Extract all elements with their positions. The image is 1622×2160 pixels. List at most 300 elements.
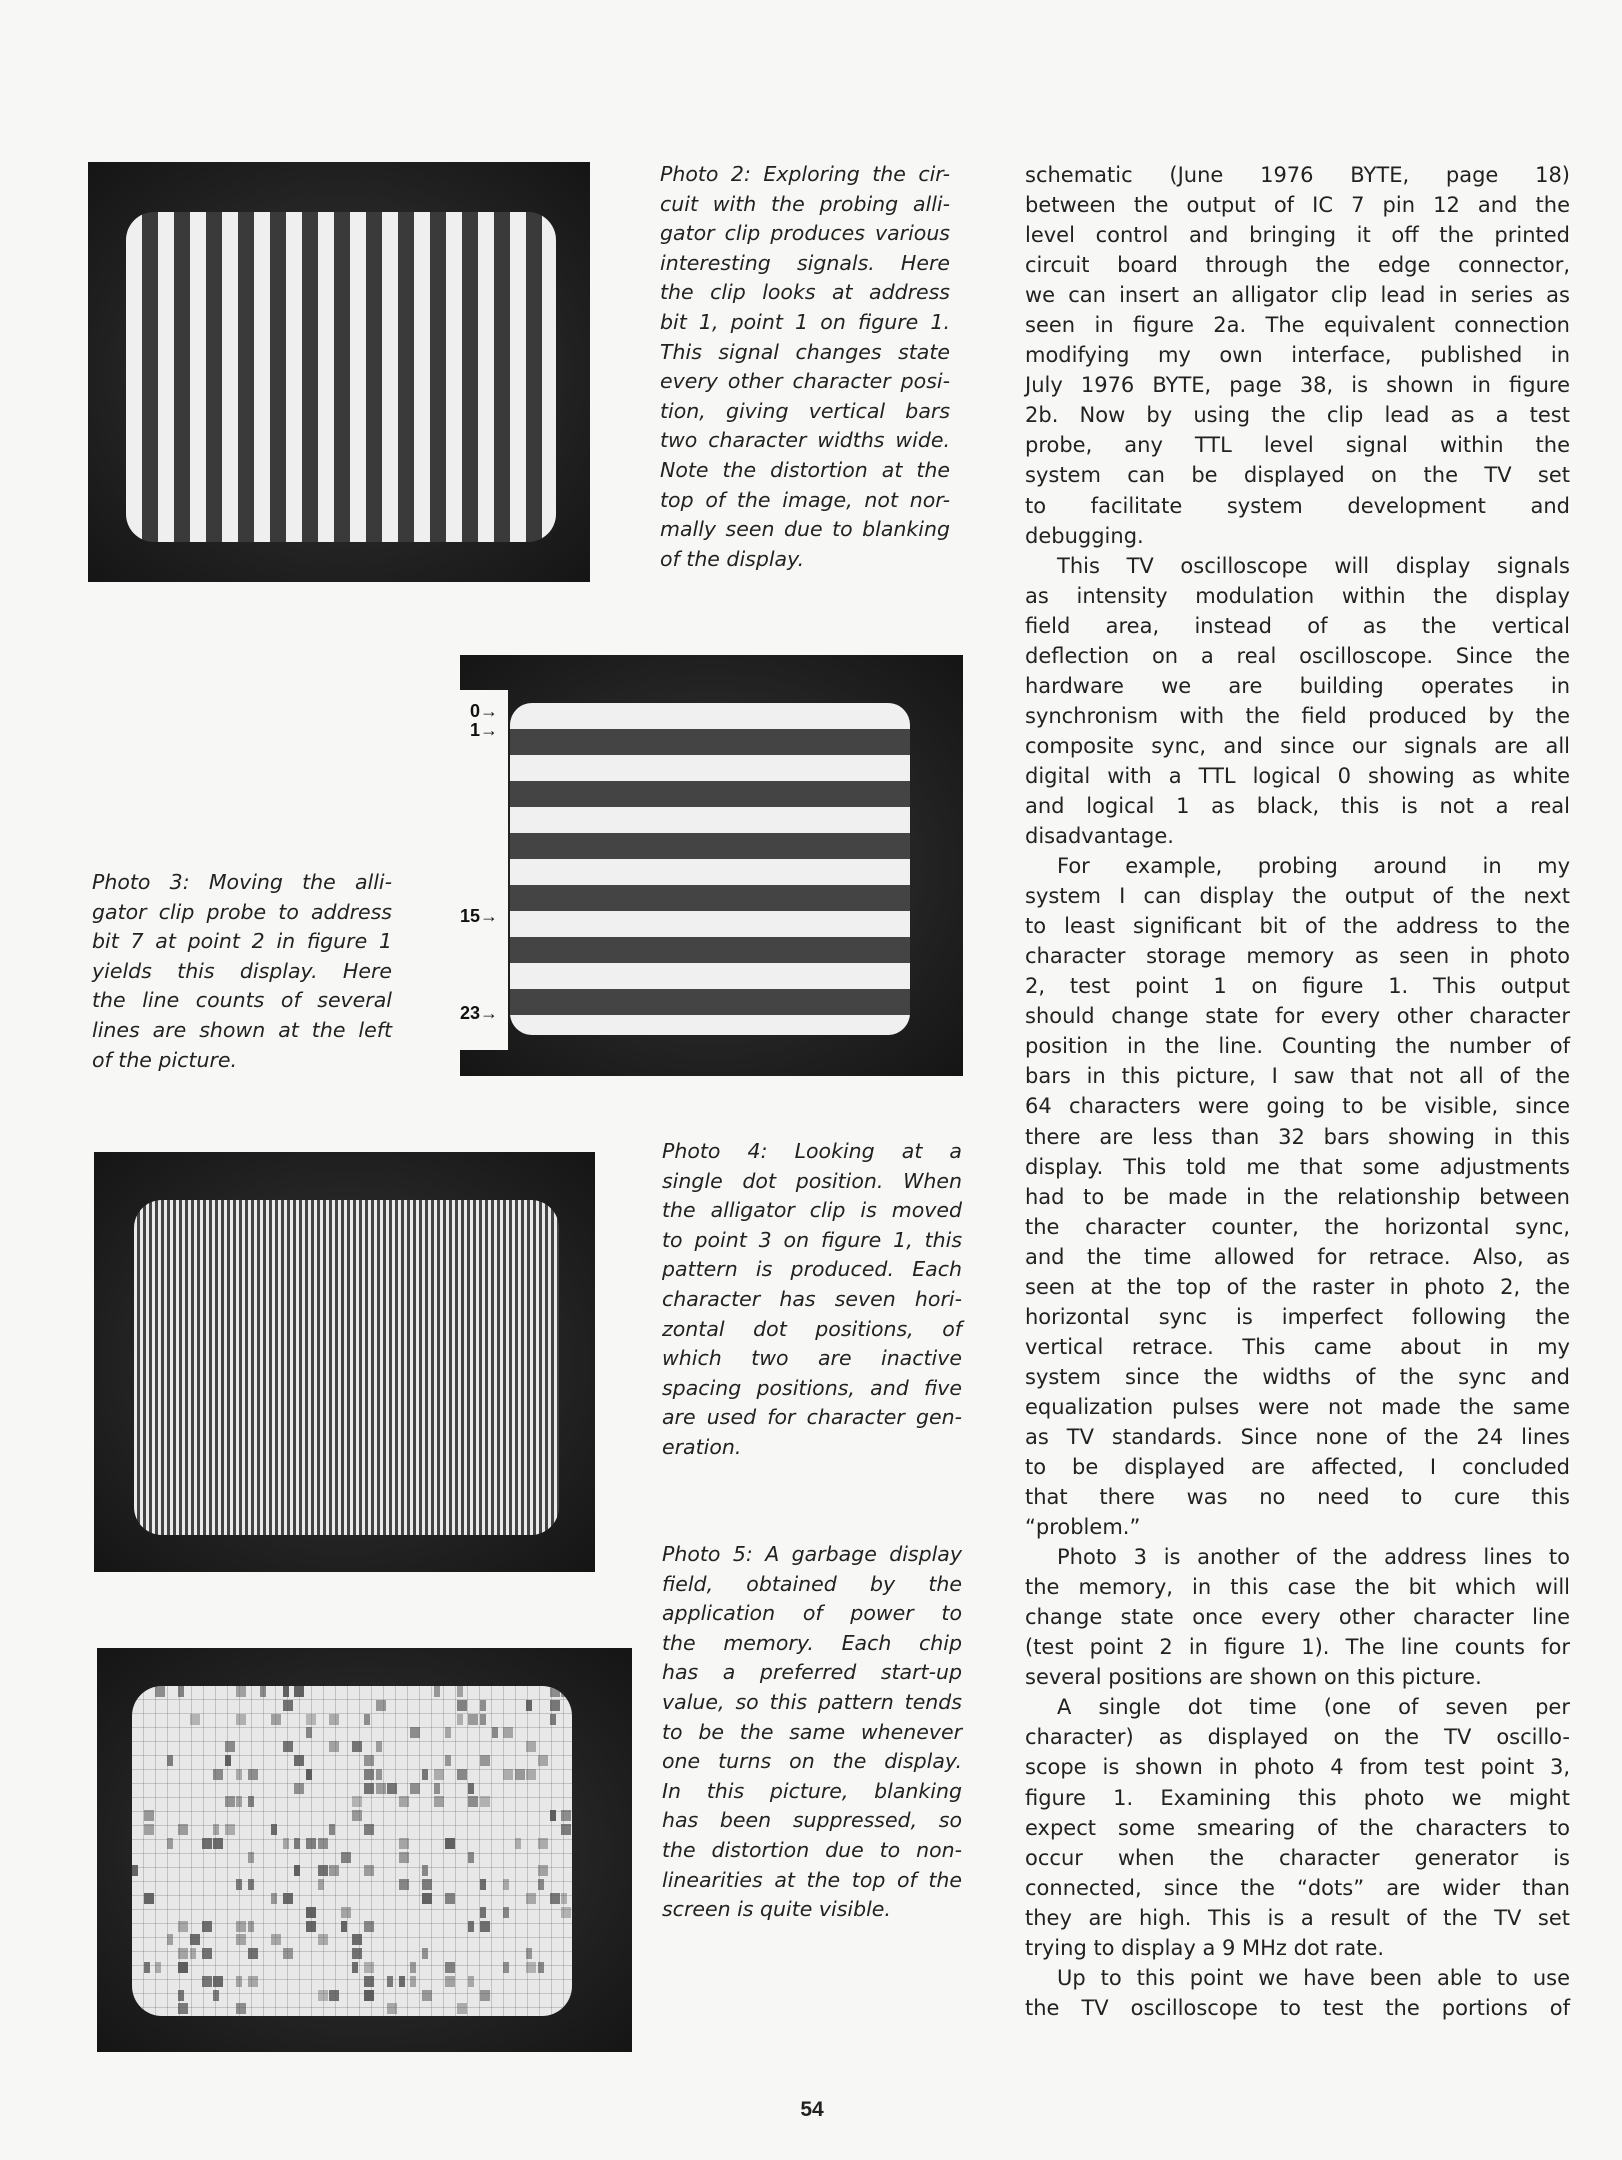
garbage-char [178, 1962, 188, 1973]
garbage-char [213, 1769, 223, 1780]
caption-line: single dot position. When [662, 1168, 962, 1193]
garbage-char [283, 1700, 293, 1711]
caption-line: Note the distortion at the [660, 457, 950, 482]
garbage-char [480, 1796, 490, 1807]
garbage-char [561, 1824, 571, 1835]
body-line: “problem.” [1025, 1515, 1141, 1540]
garbage-char [399, 1976, 405, 1987]
caption-line: which two are inactive [662, 1346, 962, 1371]
garbage-char [202, 1976, 212, 1987]
caption-line: screen is quite visible. [662, 1897, 891, 1922]
body-line: to least significant bit of the address to the [1025, 914, 1570, 939]
line-label-23: 23→ [460, 1003, 499, 1023]
garbage-char [538, 1962, 544, 1973]
caption-line: has a preferred start-up [662, 1660, 962, 1685]
garbage-char [271, 1824, 277, 1835]
garbage-char [434, 1796, 444, 1807]
caption-line: interesting signals. Here [660, 250, 950, 275]
garbage-char [468, 1714, 478, 1725]
garbage-char [550, 1893, 560, 1904]
garbage-char [352, 1741, 362, 1752]
line-label-0: 0→ [470, 701, 499, 721]
garbage-char [248, 1852, 254, 1863]
garbage-char [260, 1686, 266, 1697]
garbage-char [434, 1769, 444, 1780]
caption-line: spacing positions, and five [662, 1375, 962, 1400]
garbage-char [294, 1755, 304, 1766]
body-line: character storage memory as seen in photo [1025, 944, 1570, 969]
garbage-char [422, 1879, 432, 1890]
garbage-char [178, 2003, 188, 2014]
body-line: as TV standards. Since none of the 24 lines [1025, 1424, 1570, 1449]
caption-line: bit 1, point 1 on figure 1. [660, 309, 950, 334]
garbage-char [445, 1976, 455, 1987]
line-label-1: 1→ [470, 720, 499, 740]
body-line: figure 1. Examining this photo we might [1025, 1785, 1570, 1810]
line-label-15: 15→ [460, 906, 499, 926]
garbage-char [329, 1865, 339, 1876]
body-line: display. This told me that some adjustments [1025, 1154, 1570, 1179]
body-line: debugging. [1025, 523, 1144, 548]
body-line: seen at the top of the raster in photo 2, the [1025, 1274, 1570, 1299]
garbage-char [352, 1796, 362, 1807]
garbage-char [202, 1838, 212, 1849]
garbage-char [376, 1783, 386, 1794]
garbage-char [341, 1907, 351, 1918]
garbage-char [167, 1838, 173, 1849]
garbage-char [468, 1783, 474, 1794]
photo-2-vertical-bars [88, 162, 590, 582]
garbage-char [364, 1755, 374, 1766]
garbage-char [550, 1810, 556, 1821]
photo-5-caption [662, 1540, 962, 1925]
caption-line: gator clip probe to address [92, 899, 392, 924]
caption-line: lines are shown at the left [92, 1017, 392, 1042]
garbage-char [445, 1727, 451, 1738]
caption-line: tion, giving vertical bars [660, 398, 950, 423]
garbage-char [445, 1838, 455, 1849]
garbage-char [352, 1962, 358, 1973]
body-line: horizontal sync is imperfect following the [1025, 1304, 1570, 1329]
body-line: that there was no need to cure this [1025, 1485, 1570, 1510]
garbage-char [155, 1962, 161, 1973]
garbage-char [526, 1700, 532, 1711]
garbage-char [306, 1714, 316, 1725]
caption-line: to be the same whenever [662, 1719, 962, 1744]
body-line: occur when the character generator is [1025, 1845, 1570, 1870]
tv-screen [132, 1686, 572, 2016]
body-line: synchronism with the field produced by the [1025, 703, 1570, 728]
garbage-char [167, 1755, 173, 1766]
garbage-char [144, 1962, 150, 1973]
photo-3-horizontal-bars [460, 655, 963, 1076]
caption-line: two character widths wide. [660, 428, 950, 453]
caption-line: of the display. [660, 546, 805, 571]
body-line: to facilitate system development and [1025, 493, 1570, 518]
garbage-char [294, 1838, 300, 1849]
garbage-char [550, 1700, 560, 1711]
body-line: as intensity modulation within the display [1025, 583, 1570, 608]
garbage-char [399, 1838, 409, 1849]
garbage-char [306, 1769, 312, 1780]
garbage-char [480, 1907, 486, 1918]
garbage-char [526, 1769, 536, 1780]
garbage-char [492, 1727, 498, 1738]
body-line: hardware we are building operates in [1025, 673, 1570, 698]
caption-line: every other character posi- [660, 369, 950, 394]
photo-4-fine-lines [94, 1152, 595, 1572]
body-line: we can insert an alligator clip lead in series as [1025, 283, 1570, 308]
garbage-char [364, 1783, 374, 1794]
garbage-char [213, 1976, 223, 1987]
body-line: 2, test point 1 on figure 1. This output [1025, 974, 1570, 999]
garbage-char [503, 1769, 513, 1780]
garbage-char [364, 1962, 374, 1973]
body-line: circuit board through the edge connector, [1025, 253, 1570, 278]
garbage-char [526, 1962, 536, 1973]
garbage-char [538, 1879, 544, 1890]
garbage-char [387, 1976, 393, 1987]
body-line: connected, since the “dots” are wider than [1025, 1875, 1570, 1900]
garbage-char [306, 1907, 316, 1918]
garbage-char [376, 1700, 386, 1711]
garbage-char [225, 1796, 235, 1807]
caption-line: mally seen due to blanking [660, 517, 950, 542]
caption-line: field, obtained by the [662, 1571, 962, 1596]
photo-2-caption [660, 160, 950, 574]
garbage-char [468, 1852, 474, 1863]
garbage-char [538, 1838, 548, 1849]
garbage-char [457, 2003, 467, 2014]
body-line: expect some smearing of the characters to [1025, 1815, 1570, 1840]
body-line: composite sync, and since our signals are all [1025, 733, 1570, 758]
garbage-char [236, 2003, 246, 2014]
body-line: character) as displayed on the TV oscillo- [1025, 1725, 1570, 1750]
caption-line: pattern is produced. Each [662, 1257, 962, 1282]
caption-line: the distortion due to non- [662, 1837, 962, 1862]
body-line: had to be made in the relationship between [1025, 1184, 1570, 1209]
garbage-char [202, 1948, 212, 1959]
body-line: This TV oscilloscope will display signals [1057, 553, 1570, 578]
body-line: there are less than 32 bars showing in this [1025, 1124, 1570, 1149]
garbage-char [190, 1948, 196, 1959]
article-body-column [1025, 160, 1570, 2023]
garbage-char [445, 1755, 451, 1766]
garbage-char [248, 1921, 254, 1932]
body-line: between the output of IC 7 pin 12 and the [1025, 193, 1570, 218]
body-line: July 1976 BYTE, page 38, is shown in figure [1025, 373, 1570, 398]
garbage-char [480, 1755, 490, 1766]
garbage-char [329, 1990, 339, 2001]
garbage-char [190, 1934, 200, 1945]
tv-screen [510, 703, 910, 1035]
garbage-char [503, 1962, 509, 1973]
garbage-char [283, 1838, 289, 1849]
body-line: and logical 1 as black, this is not a real [1025, 793, 1570, 818]
garbage-char [236, 1934, 246, 1945]
garbage-char [399, 1879, 409, 1890]
garbage-char [538, 1755, 548, 1766]
garbage-char [538, 1865, 548, 1876]
body-line: several positions are shown on this picture. [1025, 1665, 1482, 1690]
caption-line: application of power to [662, 1601, 962, 1626]
garbage-char [364, 1990, 374, 2001]
garbage-char [167, 1934, 173, 1945]
garbage-char [318, 1879, 324, 1890]
photo-5-garbage-display [97, 1648, 632, 2052]
caption-line: value, so this pattern tends [662, 1689, 962, 1714]
garbage-char [376, 1741, 382, 1752]
garbage-char [526, 1893, 536, 1904]
body-line: change state once every other character line [1025, 1605, 1570, 1630]
garbage-char [248, 1948, 258, 1959]
caption-line: has been suppressed, so [662, 1808, 962, 1833]
garbage-char [213, 1990, 219, 2001]
caption-line: Photo 5: A garbage display [662, 1542, 962, 1566]
body-line: scope is shown in photo 4 from test point 3, [1025, 1755, 1570, 1780]
garbage-char [422, 1865, 428, 1876]
garbage-char [271, 1893, 277, 1904]
garbage-char [410, 1727, 420, 1738]
body-line: position in the line. Counting the number of [1025, 1034, 1570, 1059]
garbage-char [283, 1686, 289, 1697]
tv-screen [126, 212, 556, 542]
garbage-char [480, 1879, 486, 1890]
caption-line: Photo 3: Moving the alli- [92, 870, 392, 894]
garbage-char [144, 1810, 154, 1821]
caption-line: of the picture. [92, 1047, 238, 1072]
body-line: modifying my own interface, published in [1025, 343, 1570, 368]
garbage-char [294, 1865, 300, 1876]
garbage-char [248, 1976, 258, 1987]
body-line: system since the widths of the sync and [1025, 1364, 1570, 1389]
garbage-char [329, 1714, 339, 1725]
body-line: vertical retrace. This came about in my [1025, 1334, 1570, 1359]
garbage-char [399, 1852, 409, 1863]
garbage-char [178, 1824, 188, 1835]
body-line: disadvantage. [1025, 824, 1174, 849]
garbage-char [503, 1907, 509, 1918]
garbage-char [364, 1921, 374, 1932]
garbage-char [155, 1686, 165, 1697]
caption-line: In this picture, blanking [662, 1778, 962, 1803]
garbage-char [306, 1727, 312, 1738]
caption-line: gator clip produces various [660, 221, 950, 246]
garbage-char [294, 1686, 304, 1697]
garbage-char [364, 1714, 370, 1725]
garbage-char [550, 1686, 560, 1697]
photo-3-caption [92, 868, 392, 1075]
garbage-char [341, 1921, 347, 1932]
body-line: For example, probing around in my [1057, 854, 1570, 879]
garbage-char [144, 1893, 154, 1904]
caption-line: one turns on the display. [662, 1749, 962, 1774]
body-line: equalization pulses were not made the same [1025, 1394, 1570, 1419]
tv-screen [134, 1200, 559, 1535]
caption-line: character has seven hori- [662, 1286, 962, 1311]
body-line: system can be displayed on the TV set [1025, 463, 1570, 488]
garbage-char [306, 1921, 316, 1932]
body-line: A single dot time (one of seven per [1057, 1695, 1570, 1720]
garbage-char [550, 1714, 556, 1725]
garbage-char [457, 1769, 467, 1780]
body-line: 64 characters were going to be visible, since [1025, 1094, 1570, 1119]
body-line: the TV oscilloscope to test the portions of [1025, 1995, 1570, 2020]
garbage-char [387, 2003, 397, 2014]
caption-line: yields this display. Here [92, 958, 392, 983]
garbage-char [283, 1741, 293, 1752]
garbage-char [271, 1934, 281, 1945]
garbage-char [318, 1865, 328, 1876]
body-line: seen in figure 2a. The equivalent connection [1025, 313, 1570, 338]
caption-line: the line counts of several [92, 988, 392, 1013]
garbage-char [318, 1990, 328, 2001]
garbage-char [399, 1796, 409, 1807]
body-line: 2b. Now by using the clip lead as a test [1025, 403, 1570, 428]
garbage-char [329, 1741, 339, 1752]
body-line: field area, instead of as the vertical [1025, 613, 1570, 638]
caption-line: the alligator clip is moved [662, 1198, 962, 1223]
garbage-char [190, 1714, 200, 1725]
garbage-char [526, 1741, 536, 1752]
garbage-char [515, 1769, 525, 1780]
garbage-char [376, 1769, 382, 1780]
garbage-char [225, 1824, 235, 1835]
garbage-char [178, 1686, 184, 1697]
garbage-char [318, 1934, 328, 1945]
caption-line: top of the image, not nor- [660, 487, 950, 512]
garbage-char [445, 1893, 455, 1904]
garbage-char [468, 1796, 478, 1807]
caption-line: eration. [662, 1434, 742, 1459]
garbage-char [283, 1948, 293, 1959]
garbage-char [364, 1865, 374, 1876]
garbage-char [410, 1783, 420, 1794]
garbage-char [364, 1976, 374, 1987]
garbage-char [213, 1838, 223, 1849]
garbage-char [457, 1700, 467, 1711]
garbage-char [271, 1714, 281, 1725]
garbage-char [445, 1962, 455, 1973]
garbage-char [236, 1879, 242, 1890]
garbage-char [387, 1783, 397, 1794]
body-line: level control and bringing it off the printed [1025, 223, 1570, 248]
garbage-char [410, 1976, 416, 1987]
photo-4-caption [662, 1137, 962, 1463]
garbage-char [225, 1755, 231, 1766]
garbage-char [480, 1700, 486, 1711]
garbage-char [213, 1824, 219, 1835]
garbage-char [422, 1893, 432, 1904]
garbage-char [225, 1741, 235, 1752]
garbage-char [294, 1783, 304, 1794]
garbage-char [422, 1769, 428, 1780]
body-line: and the time allowed for retrace. Also, as [1025, 1244, 1570, 1269]
garbage-char [318, 1838, 328, 1849]
garbage-char [352, 1948, 362, 1959]
garbage-char [352, 1934, 362, 1945]
body-line: should change state for every other character [1025, 1004, 1570, 1029]
body-line: the memory, in this case the bit which will [1025, 1575, 1570, 1600]
caption-line: This signal changes state [660, 339, 950, 364]
body-line: the character counter, the horizontal sync, [1025, 1214, 1570, 1239]
garbage-char [503, 1879, 509, 1890]
garbage-char [503, 1727, 513, 1738]
caption-line: Photo 2: Exploring the cir- [660, 162, 950, 186]
garbage-char [480, 1714, 486, 1725]
caption-line: the clip looks at address [660, 280, 950, 305]
garbage-char [283, 1893, 293, 1904]
garbage-char [236, 1921, 246, 1932]
body-line: they are high. This is a result of the TV set [1025, 1905, 1570, 1930]
body-line: Photo 3 is another of the address lines to [1057, 1545, 1570, 1570]
garbage-char [178, 1948, 188, 1959]
body-line: deflection on a real oscilloscope. Since the [1025, 643, 1570, 668]
garbage-char [236, 1796, 242, 1807]
garbage-char [434, 1783, 440, 1794]
garbage-char [329, 1824, 335, 1835]
garbage-char [364, 1769, 374, 1780]
caption-line: are used for character gen- [662, 1405, 962, 1430]
page-number: 54 [800, 2098, 824, 2121]
garbage-char [202, 1921, 212, 1932]
garbage-char [561, 1810, 571, 1821]
garbage-char [178, 1921, 188, 1932]
caption-line: to point 3 on figure 1, this [662, 1227, 962, 1252]
body-line: probe, any TTL level signal within the [1025, 433, 1570, 458]
garbage-char [236, 1976, 242, 1987]
label-margin [460, 690, 508, 1050]
garbage-char [526, 1948, 532, 1959]
body-line: system I can display the output of the next [1025, 884, 1570, 909]
body-line: trying to display a 9 MHz dot rate. [1025, 1935, 1385, 1960]
garbage-char [561, 1686, 571, 1697]
body-line: digital with a TTL logical 0 showing as white [1025, 763, 1570, 788]
caption-line: bit 7 at point 2 in figure 1 [92, 929, 392, 954]
garbage-char [236, 1686, 246, 1697]
garbage-char [457, 1686, 463, 1697]
caption-line: the memory. Each chip [662, 1630, 962, 1655]
garbage-char [561, 1893, 567, 1904]
body-line: schematic (June 1976 BYTE, page 18) [1025, 163, 1570, 187]
caption-line: linearities at the top of the [662, 1867, 962, 1892]
garbage-char [468, 1921, 474, 1932]
garbage-char [457, 1714, 463, 1725]
body-line: to be displayed are affected, I concluded [1025, 1455, 1570, 1480]
garbage-char [248, 1879, 254, 1890]
garbage-char [480, 1990, 490, 2001]
garbage-char [132, 1865, 138, 1876]
garbage-char [468, 1976, 474, 1987]
garbage-char [178, 1990, 184, 2001]
body-line: (test point 2 in figure 1). The line counts for [1025, 1635, 1570, 1660]
garbage-char [515, 1838, 521, 1849]
garbage-char [352, 1810, 362, 1821]
garbage-char [248, 1796, 254, 1807]
garbage-char [410, 1962, 416, 1973]
garbage-char [364, 1824, 374, 1835]
garbage-char [144, 1824, 154, 1835]
garbage-char [306, 1838, 316, 1849]
caption-line: cuit with the probing alli- [660, 191, 950, 216]
caption-line: Photo 4: Looking at a [662, 1139, 962, 1163]
garbage-char [434, 1686, 440, 1697]
garbage-char [236, 1769, 242, 1780]
garbage-char [248, 1769, 258, 1780]
garbage-char [422, 1948, 428, 1959]
garbage-char [561, 1907, 571, 1918]
body-line: Up to this point we have been able to use [1057, 1965, 1570, 1990]
